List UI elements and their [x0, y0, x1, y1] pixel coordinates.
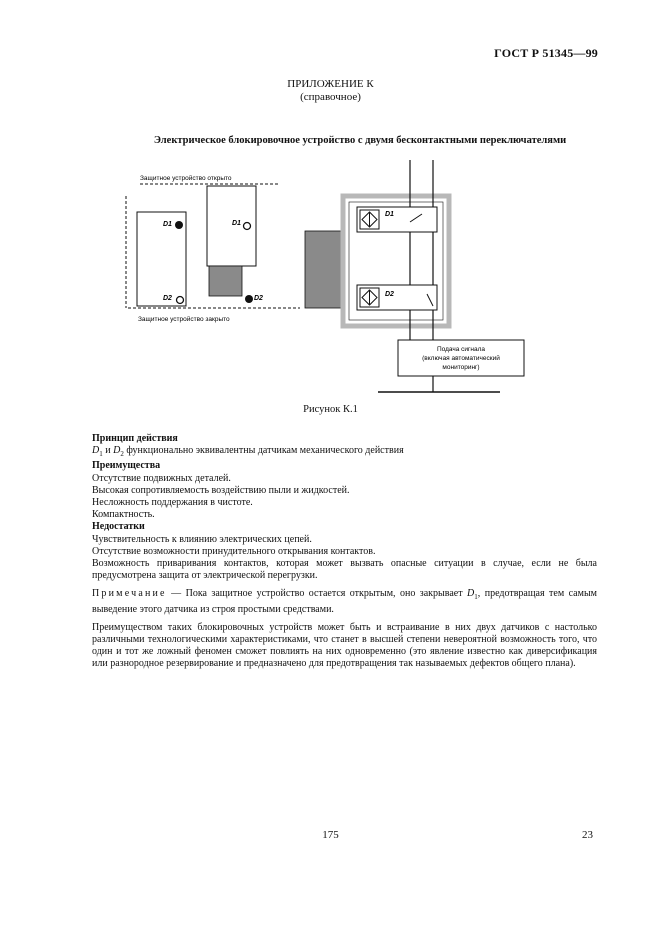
label-d1-sensor: D1: [385, 211, 394, 218]
interlock-diagram: [0, 0, 661, 400]
label-d1-left: D1: [163, 221, 172, 228]
d1-sensor-dot-filled: [175, 221, 183, 229]
actuator-block-right: [305, 231, 345, 308]
label-d2-sensor: D2: [385, 291, 394, 298]
note-paragraph: Примечание — Пока защитное устройство остается открытым, оно закрывает $D_1$, предотвращая тем самым выведение этого датчика из строя простыми средствами.: [92, 588, 597, 615]
label-d2-middle: D2: [254, 295, 263, 302]
actuator-block-middle: [209, 266, 242, 296]
d2-sensor-dot-filled: [245, 295, 253, 303]
label-d2-left: D2: [163, 295, 172, 302]
welding-text: Возможность приваривания контактов, которая может вызвать опасные ситуации в случае, если не была предусмотрена защита от электрической перегрузки.: [92, 558, 597, 582]
d1-sensor-dot-open: [244, 223, 251, 230]
principle-heading: Принцип действия: [92, 433, 178, 444]
d2-sensor-dot-open: [177, 297, 184, 304]
final-paragraph: Преимуществом таких блокировочных устройств может быть и встраивание в них двух датчиков с настолько различными технологическими характеристиками, что станет в высшей степени невероятной возможность того, что один и тот же ложный феномен сможет повлиять на них одновременно (это явление известно как диверсификация или разнородное резервирование и предназначено для предотвращения так называемых дефектов общего плана).: [92, 621, 597, 670]
label-d1-middle: D1: [232, 220, 241, 227]
advantage-item: Высокая сопротивляемость воздействию пыли и жидкостей.: [92, 484, 350, 496]
label-guard-open: Защитное устройство открыто: [140, 175, 232, 182]
page-number-right: 23: [582, 829, 593, 841]
figure-title: Электрическое блокировочное устройство с двумя бесконтактными переключателями: [153, 135, 567, 146]
advantage-item: Отсутствие подвижных деталей.: [92, 472, 231, 484]
advantage-item: Несложность поддержания в чистоте.: [92, 497, 253, 509]
page-number-center: 175: [322, 829, 339, 841]
disadvantage-item: Отсутствие возможности принудительного открывания контактов.: [92, 545, 376, 557]
body-text: [92, 433, 597, 671]
note-label: Примечание: [92, 588, 167, 600]
advantages-heading: Преимущества: [92, 460, 161, 472]
disadvantage-item: Чувствительность к влиянию электрических цепей.: [92, 533, 312, 545]
figure-caption: Рисунок К.1: [303, 404, 358, 415]
signal-box-line3: мониторинг): [442, 364, 480, 371]
label-guard-closed: Защитное устройство закрыто: [138, 316, 230, 323]
signal-box-line1: Подача сигнала: [436, 346, 486, 353]
appendix-title: ПРИЛОЖЕНИЕ К: [287, 78, 374, 90]
appendix-subtitle: (справочное): [300, 91, 361, 103]
standard-code: ГОСТ Р 51345—99: [494, 46, 598, 60]
advantage-item: Компактность.: [92, 509, 155, 521]
signal-box-line2: (включая автоматический: [422, 355, 500, 362]
disadvantages-heading: Недостатки: [92, 521, 145, 533]
principle-text: $D_1$ и $D_2$ функционально эквивалентны датчикам механического действия: [92, 445, 404, 459]
